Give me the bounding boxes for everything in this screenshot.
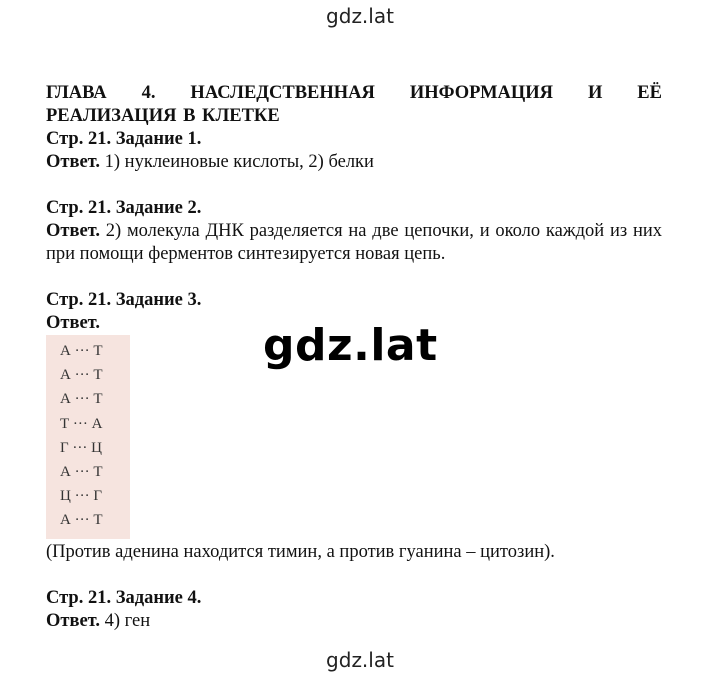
task-2-answer [46,220,662,266]
task-2-title: Стр. 21. Задание 2. [46,198,202,218]
task-3-note: (Против аденина находится тимин, а против гуанина – цитозин). [46,541,555,562]
answer-label: Ответ. [46,313,101,333]
task-2-answer-text: 2) молекула ДНК разделяется на две цепочки, и около каждой из них при помощи ферментов синтезируется новая цепь. [46,221,662,264]
chapter-heading-line2: РЕАЛИЗАЦИЯ В КЛЕТКЕ [46,106,280,126]
base-pair: Т ··· А [60,415,103,432]
base-pair: А ··· Т [60,463,103,480]
chapter-heading-line1: ГЛАВА 4. НАСЛЕДСТВЕННАЯ ИНФОРМАЦИЯ И ЕЁ [46,83,662,103]
base-pairs-image [46,335,130,539]
task-4-answer [46,610,662,633]
task-4-answer-text: 4) ген [100,610,151,631]
base-pair: Ц ··· Г [60,488,102,505]
base-pair: А ··· Т [60,367,103,384]
answer-label: Ответ. [46,610,101,631]
document-body [46,82,662,633]
task-1-answer-text: 1) нуклеиновые кислоты, 2) белки [100,152,374,172]
task-3-title: Стр. 21. Задание 3. [46,290,202,310]
watermark-bottom: gdz.lat [326,648,394,672]
base-pair: А ··· Т [60,343,103,359]
watermark-center: gdz.lat [263,320,438,371]
task-1-answer [46,151,662,174]
chapter-heading [46,82,662,128]
base-pair: А ··· Т [60,391,103,408]
answer-label: Ответ. [46,152,101,172]
task-4-title: Стр. 21. Задание 4. [46,587,202,608]
watermark-top: gdz.lat [326,4,394,28]
base-pair: А ··· Т [60,512,103,529]
base-pair: Г ··· Ц [60,439,102,456]
task-1-title: Стр. 21. Задание 1. [46,129,202,149]
answer-label: Ответ. [46,221,101,241]
